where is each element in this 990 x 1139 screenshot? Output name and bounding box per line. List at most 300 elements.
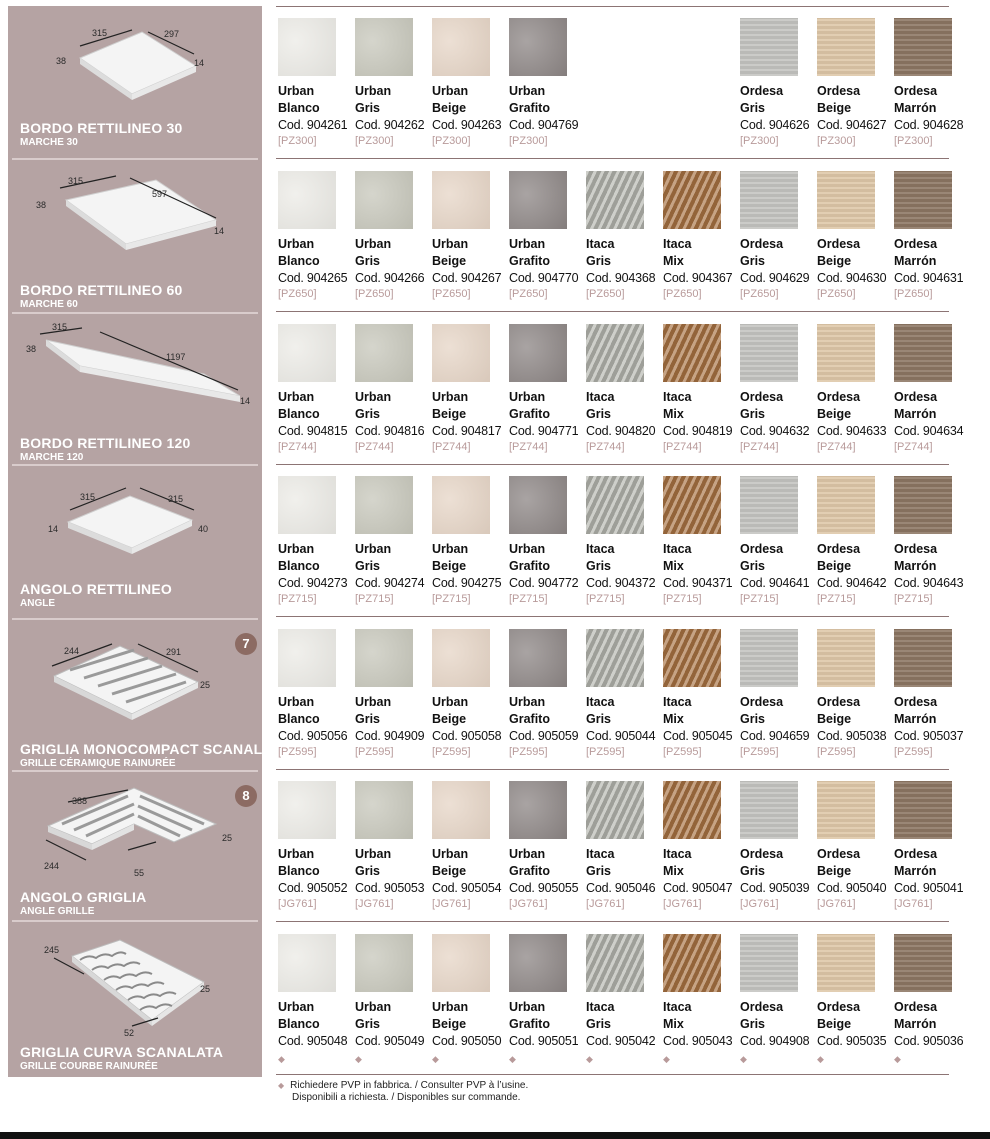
finish-collection: Ordesa (894, 390, 938, 404)
finish-code: Cod. 905041 (894, 881, 964, 895)
finish-color: Gris (586, 254, 612, 268)
finish-code: Cod. 905050 (432, 1034, 502, 1048)
finish-collection: Urban (432, 390, 469, 404)
finish-swatch (817, 629, 875, 687)
price-code: [PZ300] (355, 135, 394, 147)
finish-collection: Urban (278, 84, 315, 98)
finish-code: Cod. 905044 (586, 729, 656, 743)
finish-color: Blanco (278, 254, 320, 268)
product-name: ANGOLO GRIGLIA (20, 889, 147, 905)
finish-color: Gris (355, 1017, 381, 1031)
finish-color: Gris (355, 101, 381, 115)
finish-tile (738, 171, 814, 301)
price-code: [PZ650] (278, 288, 317, 300)
finish-color: Blanco (278, 559, 320, 573)
product-name: BORDO RETTILINEO 120 (20, 435, 191, 451)
price-code: [PZ300] (894, 135, 933, 147)
finish-tile (430, 171, 506, 301)
finish-collection: Urban (278, 847, 315, 861)
finish-code: Cod. 904633 (817, 424, 887, 438)
finish-swatch (509, 324, 567, 382)
finish-collection: Itaca (663, 847, 692, 861)
finish-swatch (278, 18, 336, 76)
finish-code: Cod. 905045 (663, 729, 733, 743)
finish-collection: Ordesa (894, 84, 938, 98)
dim-label: 245 (44, 945, 60, 955)
finish-swatch (740, 18, 798, 76)
finish-swatch (278, 629, 336, 687)
finish-color: Blanco (278, 101, 320, 115)
row-divider (276, 6, 949, 7)
finish-color: Gris (740, 712, 766, 726)
finish-color: Beige (817, 864, 852, 878)
price-code: [PZ300] (817, 135, 856, 147)
price-code: [JG761] (663, 898, 702, 910)
finish-tile (430, 476, 506, 606)
dim-label: 55 (134, 868, 145, 878)
finish-collection: Urban (432, 1000, 469, 1014)
product-name: GRIGLIA CURVA SCANALATA (20, 1044, 224, 1060)
finish-code: Cod. 904267 (432, 271, 502, 285)
finish-color: Marrón (894, 407, 937, 421)
price-code: [PZ300] (432, 135, 471, 147)
finish-swatch (663, 629, 721, 687)
finish-swatch (817, 18, 875, 76)
finish-swatch (355, 629, 413, 687)
price-code: ◆ (817, 1054, 824, 1064)
finish-collection: Ordesa (894, 542, 938, 556)
finish-swatch (740, 171, 798, 229)
finish-swatch (355, 324, 413, 382)
finish-tile (661, 629, 737, 759)
finish-color: Gris (355, 559, 381, 573)
finish-collection: Urban (432, 695, 469, 709)
finish-swatch (432, 171, 490, 229)
finish-tile (815, 476, 891, 606)
finish-swatch (817, 934, 875, 992)
finish-code: Cod. 905040 (817, 881, 887, 895)
finish-collection: Urban (355, 390, 392, 404)
finish-code: Cod. 904820 (586, 424, 656, 438)
finish-collection: Urban (509, 390, 546, 404)
griglia-curva-drawing (8, 922, 262, 1038)
finish-collection: Ordesa (817, 695, 861, 709)
finish-collection: Ordesa (894, 237, 938, 251)
finish-code: Cod. 905054 (432, 881, 502, 895)
finish-tile (661, 476, 737, 606)
finish-swatch (663, 324, 721, 382)
finish-collection: Itaca (586, 695, 615, 709)
finish-color: Blanco (278, 864, 320, 878)
finish-color: Gris (355, 864, 381, 878)
finish-swatch (740, 781, 798, 839)
finish-code: Cod. 904770 (509, 271, 579, 285)
finish-swatch (278, 934, 336, 992)
finish-color: Gris (586, 864, 612, 878)
finish-tile (661, 324, 737, 454)
finish-collection: Urban (355, 847, 392, 861)
finish-color: Beige (432, 407, 467, 421)
finish-swatch (432, 324, 490, 382)
finish-color: Mix (663, 864, 684, 878)
finish-collection: Urban (509, 1000, 546, 1014)
finish-collection: Itaca (663, 542, 692, 556)
finish-code: Cod. 905037 (894, 729, 964, 743)
dim-label: 38 (36, 200, 47, 210)
product-subtitle: MARCHE 30 (20, 137, 78, 148)
finish-swatch (894, 934, 952, 992)
price-code: ◆ (432, 1054, 439, 1064)
finish-code: Cod. 904642 (817, 576, 887, 590)
finish-swatch (355, 18, 413, 76)
finish-code: Cod. 904641 (740, 576, 810, 590)
finish-code: Cod. 905035 (817, 1034, 887, 1048)
finish-collection: Urban (432, 847, 469, 861)
product-angolo-griglia (8, 772, 262, 920)
price-code: [JG761] (355, 898, 394, 910)
finish-tile (738, 781, 814, 911)
finish-tile (584, 781, 660, 911)
finish-tile (430, 934, 506, 1064)
finish-tile (892, 781, 968, 911)
dim-label: 388 (72, 796, 88, 806)
finish-code: Cod. 904367 (663, 271, 733, 285)
finish-code: Cod. 905047 (663, 881, 733, 895)
finish-code: Cod. 904372 (586, 576, 656, 590)
finish-tile (892, 171, 968, 301)
finish-collection: Urban (432, 237, 469, 251)
price-code: ◆ (740, 1054, 747, 1064)
finish-tile (276, 476, 352, 606)
price-code: [PZ595] (509, 746, 548, 758)
finish-code: Cod. 904371 (663, 576, 733, 590)
price-code: [JG761] (432, 898, 471, 910)
product-sidebar (8, 6, 290, 1077)
finish-tile (892, 629, 968, 759)
dim-label: 244 (64, 646, 80, 656)
finish-collection: Ordesa (817, 1000, 861, 1014)
finish-code: Cod. 904266 (355, 271, 425, 285)
product-bordo-rettilineo-120 (8, 314, 262, 464)
finish-code: Cod. 904263 (432, 118, 502, 132)
finish-swatch (509, 934, 567, 992)
finish-swatch (586, 934, 644, 992)
product-subtitle: GRILLE COURBE RAINURÉE (20, 1061, 158, 1072)
price-code: [PZ595] (432, 746, 471, 758)
finish-color: Grafito (509, 254, 550, 268)
finish-swatch (509, 476, 567, 534)
dim-label: 52 (124, 1028, 135, 1038)
finish-tile (430, 781, 506, 911)
row-divider (276, 616, 949, 617)
finish-color: Beige (817, 559, 852, 573)
product-subtitle: MARCHE 60 (20, 299, 78, 310)
finish-code: Cod. 905049 (355, 1034, 425, 1048)
finish-tile (276, 18, 352, 148)
finish-tile (353, 18, 429, 148)
finish-tile (738, 324, 814, 454)
price-code: [PZ715] (894, 593, 933, 605)
price-code: ◆ (509, 1054, 516, 1064)
finish-collection: Ordesa (740, 237, 784, 251)
finish-swatch (355, 476, 413, 534)
price-code: [PZ300] (278, 135, 317, 147)
finish-collection: Urban (355, 84, 392, 98)
finish-color: Gris (740, 559, 766, 573)
finish-tile (815, 934, 891, 1064)
finish-swatch (278, 324, 336, 382)
dim-label: 315 (68, 176, 84, 186)
finish-color: Mix (663, 254, 684, 268)
price-code: [PZ744] (278, 441, 317, 453)
finish-code: Cod. 904815 (278, 424, 348, 438)
finish-color: Gris (355, 407, 381, 421)
price-code: [PZ744] (509, 441, 548, 453)
finish-color: Gris (586, 712, 612, 726)
product-name: GRIGLIA MONOCOMPACT SCANALATA (20, 741, 290, 757)
finish-color: Gris (740, 1017, 766, 1031)
finish-swatch (663, 476, 721, 534)
finish-code: Cod. 904817 (432, 424, 502, 438)
dim-label: 297 (164, 29, 180, 39)
finish-collection: Urban (509, 542, 546, 556)
finish-code: Cod. 905038 (817, 729, 887, 743)
finish-swatch (432, 476, 490, 534)
finish-color: Gris (586, 559, 612, 573)
finish-swatch (586, 781, 644, 839)
finish-tile (353, 171, 429, 301)
price-code: [JG761] (740, 898, 779, 910)
price-code: [PZ715] (740, 593, 779, 605)
finish-tile (815, 781, 891, 911)
finish-collection: Itaca (586, 1000, 615, 1014)
finish-color: Marrón (894, 559, 937, 573)
product-subtitle: ANGLE (20, 598, 55, 609)
finish-color: Beige (432, 712, 467, 726)
price-code: [PZ650] (355, 288, 394, 300)
finish-tile (815, 171, 891, 301)
finish-swatch (509, 629, 567, 687)
finish-color: Grafito (509, 101, 550, 115)
finish-collection: Urban (278, 237, 315, 251)
finish-tile (507, 171, 583, 301)
row-divider (276, 158, 949, 159)
finish-code: Cod. 904627 (817, 118, 887, 132)
dim-label: 315 (92, 28, 108, 38)
finish-collection: Ordesa (817, 390, 861, 404)
finish-tile (584, 629, 660, 759)
finish-collection: Urban (278, 542, 315, 556)
product-bordo-rettilineo-30 (8, 6, 262, 158)
finish-code: Cod. 904265 (278, 271, 348, 285)
footnote-line: Richiedere PVP in fabbrica. / Consulter PVP à l’usine. (290, 1080, 529, 1091)
price-code: [PZ650] (586, 288, 625, 300)
finish-code: Cod. 904819 (663, 424, 733, 438)
finish-color: Marrón (894, 712, 937, 726)
finish-code: Cod. 904631 (894, 271, 964, 285)
finish-tile (661, 781, 737, 911)
finish-collection: Ordesa (817, 847, 861, 861)
price-code: [PZ744] (740, 441, 779, 453)
finish-color: Mix (663, 1017, 684, 1031)
finish-tile (507, 934, 583, 1064)
price-code: [PZ744] (355, 441, 394, 453)
finish-swatch (432, 781, 490, 839)
finish-tile (353, 629, 429, 759)
finish-code: Cod. 904632 (740, 424, 810, 438)
finish-code: Cod. 905058 (432, 729, 502, 743)
finish-color: Marrón (894, 1017, 937, 1031)
finish-tile (276, 324, 352, 454)
finish-tile (661, 934, 737, 1064)
finish-swatch (894, 629, 952, 687)
finish-collection: Urban (355, 1000, 392, 1014)
finish-tile (276, 629, 352, 759)
finish-code: Cod. 904771 (509, 424, 579, 438)
finish-swatch (894, 476, 952, 534)
finish-tile (892, 18, 968, 148)
finish-tile (353, 934, 429, 1064)
price-code: [JG761] (894, 898, 933, 910)
finish-code: Cod. 905043 (663, 1034, 733, 1048)
finish-swatch (586, 324, 644, 382)
diamond-icon: ◆ (278, 1081, 285, 1090)
finish-tile (430, 629, 506, 759)
finish-color: Gris (586, 407, 612, 421)
dim-label: 38 (56, 56, 67, 66)
product-name: BORDO RETTILINEO 60 (20, 282, 183, 298)
finish-collection: Itaca (663, 695, 692, 709)
finish-code: Cod. 904262 (355, 118, 425, 132)
price-code: [PZ595] (740, 746, 779, 758)
finish-collection: Ordesa (894, 1000, 938, 1014)
finish-code: Cod. 905048 (278, 1034, 348, 1048)
finish-color: Gris (740, 101, 766, 115)
finish-code: Cod. 904368 (586, 271, 656, 285)
dim-label: 14 (48, 524, 59, 534)
finish-color: Blanco (278, 1017, 320, 1031)
finish-color: Beige (432, 1017, 467, 1031)
finish-collection: Itaca (663, 237, 692, 251)
finish-tile (507, 629, 583, 759)
finish-collection: Urban (432, 84, 469, 98)
finish-code: Cod. 905059 (509, 729, 579, 743)
finish-swatch (817, 781, 875, 839)
row-divider (276, 1074, 949, 1075)
finish-code: Cod. 905055 (509, 881, 579, 895)
finish-collection: Urban (278, 390, 315, 404)
finish-collection: Ordesa (740, 542, 784, 556)
dim-label: 315 (168, 494, 184, 504)
finish-color: Beige (432, 101, 467, 115)
finish-swatch (817, 324, 875, 382)
price-code: [PZ744] (894, 441, 933, 453)
price-code: [PZ744] (663, 441, 702, 453)
finish-color: Mix (663, 559, 684, 573)
finish-collection: Urban (509, 237, 546, 251)
finish-collection: Itaca (586, 390, 615, 404)
finish-tile (353, 781, 429, 911)
finish-collection: Urban (509, 847, 546, 861)
price-code: ◆ (278, 1054, 285, 1064)
finish-collection: Ordesa (740, 390, 784, 404)
finish-collection: Ordesa (740, 695, 784, 709)
angolo-rettilineo-drawing (8, 466, 262, 566)
finish-collection: Itaca (663, 1000, 692, 1014)
product-name: ANGOLO RETTILINEO (20, 581, 172, 597)
finish-code: Cod. 904629 (740, 271, 810, 285)
price-code: [PZ595] (586, 746, 625, 758)
price-code: [PZ595] (278, 746, 317, 758)
finish-code: Cod. 904769 (509, 118, 579, 132)
price-code: ◆ (586, 1054, 593, 1064)
finish-code: Cod. 904659 (740, 729, 810, 743)
finish-code: Cod. 904772 (509, 576, 579, 590)
price-code: [PZ715] (817, 593, 856, 605)
finish-color: Mix (663, 712, 684, 726)
finish-collection: Urban (509, 695, 546, 709)
product-name: BORDO RETTILINEO 30 (20, 120, 183, 136)
price-code: [PZ715] (432, 593, 471, 605)
finish-color: Blanco (278, 407, 320, 421)
bordo-60-drawing (8, 160, 262, 270)
finish-swatch (586, 629, 644, 687)
finish-code: Cod. 904634 (894, 424, 964, 438)
finish-swatch (740, 629, 798, 687)
finish-swatch (817, 476, 875, 534)
price-code: [PZ595] (894, 746, 933, 758)
footnote-line: Disponibili a richiesta. / Disponibles sur commande. (292, 1092, 521, 1103)
dim-label: 315 (52, 322, 68, 332)
finish-tile (507, 18, 583, 148)
finish-swatch (355, 934, 413, 992)
row-divider (276, 921, 949, 922)
row-divider (276, 769, 949, 770)
finish-color: Gris (740, 254, 766, 268)
finish-color: Grafito (509, 1017, 550, 1031)
finish-swatch (432, 629, 490, 687)
bordo-120-drawing (8, 314, 262, 424)
price-code: [PZ715] (355, 593, 394, 605)
finish-swatch (740, 324, 798, 382)
finish-tile (353, 476, 429, 606)
finish-color: Blanco (278, 712, 320, 726)
price-code: [PZ715] (663, 593, 702, 605)
finish-code: Cod. 904630 (817, 271, 887, 285)
price-code: [PZ650] (509, 288, 548, 300)
finish-swatch (509, 781, 567, 839)
finish-tile (815, 324, 891, 454)
finish-color: Beige (432, 254, 467, 268)
finish-tile (892, 324, 968, 454)
finish-color: Beige (817, 712, 852, 726)
product-bordo-rettilineo-60 (8, 160, 262, 312)
finish-swatch (740, 476, 798, 534)
finish-color: Beige (817, 1017, 852, 1031)
dim-label: 315 (80, 492, 96, 502)
footnote (278, 1080, 528, 1104)
dim-label: 597 (152, 189, 168, 199)
finish-code: Cod. 905036 (894, 1034, 964, 1048)
price-code: ◆ (355, 1054, 362, 1064)
finish-color: Gris (586, 1017, 612, 1031)
product-subtitle: MARCHE 120 (20, 452, 84, 463)
finish-collection: Urban (355, 695, 392, 709)
finish-swatch (278, 476, 336, 534)
price-code: [PZ744] (586, 441, 625, 453)
price-code: [PZ715] (509, 593, 548, 605)
finish-color: Marrón (894, 101, 937, 115)
